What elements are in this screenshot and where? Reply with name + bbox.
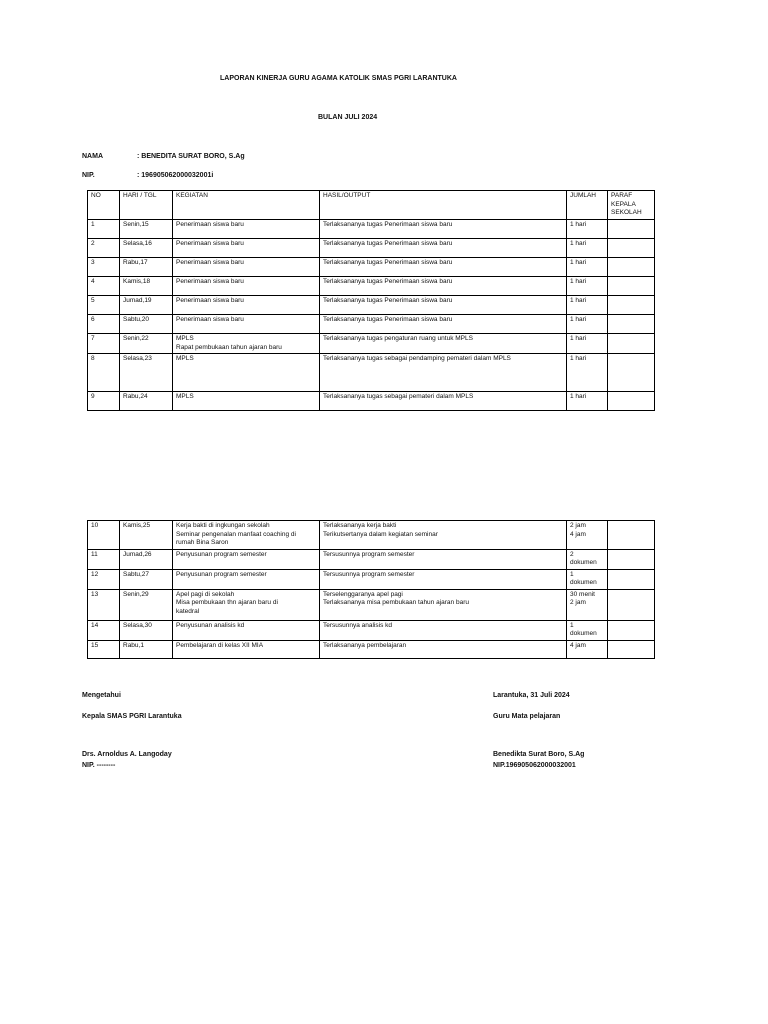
sign-left-line1: Mengetahui bbox=[82, 692, 121, 699]
table-row bbox=[88, 277, 655, 296]
cell-jumlah bbox=[567, 392, 608, 411]
table-row bbox=[88, 549, 655, 569]
sign-left-name: Drs. Arnoldus A. Langoday bbox=[82, 751, 172, 758]
cell-no: 14 bbox=[88, 620, 120, 640]
table-row bbox=[88, 640, 655, 658]
cell-hari: Kamis,25 bbox=[120, 521, 173, 550]
cell-kegiatan bbox=[173, 258, 320, 277]
cell-no: 5 bbox=[88, 296, 120, 315]
cell-paraf bbox=[608, 334, 655, 354]
sign-right-line1: Larantuka, 31 Juli 2024 bbox=[493, 692, 570, 699]
jumlah-line: 1 hari bbox=[570, 259, 587, 266]
table-row bbox=[88, 334, 655, 354]
cell-paraf bbox=[608, 392, 655, 411]
cell-jumlah bbox=[567, 620, 608, 640]
jumlah-line: 1 hari bbox=[570, 393, 587, 400]
header-hasil: HASIL/OUTPUT bbox=[320, 191, 567, 220]
cell-kegiatan bbox=[173, 549, 320, 569]
cell-hari: Senin,22 bbox=[120, 334, 173, 354]
cell-no: 10 bbox=[88, 521, 120, 550]
cell-kegiatan bbox=[173, 640, 320, 658]
jumlah-line: 1 hari bbox=[570, 355, 587, 362]
cell-jumlah bbox=[567, 589, 608, 620]
cell-paraf bbox=[608, 277, 655, 296]
kegiatan-line: Penyusunan program semester bbox=[176, 550, 267, 558]
header-jumlah: JUMLAH bbox=[567, 191, 608, 220]
cell-no: 12 bbox=[88, 569, 120, 589]
cell-kegiatan bbox=[173, 334, 320, 354]
cell-hasil bbox=[320, 334, 567, 354]
kegiatan-line: Kerja bakti di ingkungan sekolah bbox=[176, 522, 270, 529]
jumlah-line: 30 menit bbox=[570, 590, 595, 598]
cell-hasil bbox=[320, 296, 567, 315]
header-hari: HARI / TGL bbox=[120, 191, 173, 220]
kegiatan-line: Penerimaan siswa baru bbox=[176, 297, 244, 304]
cell-hasil bbox=[320, 569, 567, 589]
cell-hari: Senin,29 bbox=[120, 589, 173, 620]
kegiatan-line: Penerimaan siswa baru bbox=[176, 278, 244, 285]
cell-jumlah bbox=[567, 569, 608, 589]
cell-hasil bbox=[320, 239, 567, 258]
cell-paraf bbox=[608, 569, 655, 589]
cell-hasil bbox=[320, 549, 567, 569]
cell-hasil bbox=[320, 521, 567, 550]
cell-kegiatan bbox=[173, 354, 320, 392]
hasil-line: Terlaksananya tugas sebagai pemateri dalam MPLS bbox=[323, 393, 474, 400]
cell-hari: Selasa,16 bbox=[120, 239, 173, 258]
hasil-line: Terlaksananya misa pembukaan tahun ajaran baru bbox=[323, 599, 469, 606]
cell-paraf bbox=[608, 258, 655, 277]
cell-jumlah bbox=[567, 315, 608, 334]
report-title: LAPORAN KINERJA GURU AGAMA KATOLIK SMAS PGRI LARANTUKA bbox=[220, 75, 457, 82]
table-row bbox=[88, 239, 655, 258]
cell-paraf bbox=[608, 589, 655, 620]
jumlah-line: 4 jam bbox=[570, 530, 586, 538]
hasil-line: Terlaksananya kerja bakti bbox=[323, 522, 397, 529]
jumlah-line: 1 hari bbox=[570, 221, 587, 228]
cell-jumlah bbox=[567, 296, 608, 315]
cell-no: 7 bbox=[88, 334, 120, 354]
kegiatan-line: Penerimaan siswa baru bbox=[176, 221, 244, 228]
hasil-line: Terlaksananya tugas Penerimaan siswa baru bbox=[323, 278, 453, 285]
table-row bbox=[88, 569, 655, 589]
table-row bbox=[88, 392, 655, 411]
cell-hari: Jumad,26 bbox=[120, 549, 173, 569]
table-row bbox=[88, 220, 655, 239]
cell-hasil bbox=[320, 315, 567, 334]
jumlah-line: 1 hari bbox=[570, 297, 587, 304]
jumlah-line: 2 bbox=[570, 550, 574, 558]
hasil-line: Tersusunnya program semester bbox=[323, 570, 415, 578]
cell-no: 9 bbox=[88, 392, 120, 411]
hasil-line: Terlaksananya tugas Penerimaan siswa baru bbox=[323, 221, 453, 228]
kegiatan-line: MPLS bbox=[176, 335, 194, 342]
cell-hasil bbox=[320, 620, 567, 640]
cell-hasil bbox=[320, 220, 567, 239]
kegiatan-line: Pembelajaran di kelas XII MIA bbox=[176, 641, 264, 649]
cell-jumlah bbox=[567, 258, 608, 277]
cell-no: 2 bbox=[88, 239, 120, 258]
nama-label: NAMA bbox=[82, 153, 103, 160]
cell-paraf bbox=[608, 315, 655, 334]
hasil-line: Tersusunnya analisis kd bbox=[323, 621, 393, 629]
hasil-line: Terlaksananya tugas Penerimaan siswa baru bbox=[323, 259, 453, 266]
cell-kegiatan bbox=[173, 521, 320, 550]
kegiatan-line: MPLS bbox=[176, 393, 194, 400]
table-row bbox=[88, 296, 655, 315]
sign-right-nip: NIP.196905062000032001 bbox=[493, 762, 576, 769]
cell-jumlah bbox=[567, 354, 608, 392]
sign-right-line2: Guru Mata pelajaran bbox=[493, 713, 561, 720]
cell-hari: Jumad,19 bbox=[120, 296, 173, 315]
table-row bbox=[88, 315, 655, 334]
cell-no: 15 bbox=[88, 640, 120, 658]
table-row bbox=[88, 620, 655, 640]
header-no: NO bbox=[88, 191, 120, 220]
kegiatan-line: Penerimaan siswa baru bbox=[176, 259, 244, 266]
report-month: BULAN JULI 2024 bbox=[318, 114, 378, 121]
hasil-line: Terlaksananya tugas sebagai pendamping pemateri dalam MPLS bbox=[323, 355, 511, 362]
cell-jumlah bbox=[567, 521, 608, 550]
cell-hari: Senin,15 bbox=[120, 220, 173, 239]
nip-label: NIP. bbox=[82, 172, 95, 179]
cell-no: 3 bbox=[88, 258, 120, 277]
jumlah-line: 1 bbox=[570, 621, 574, 629]
jumlah-line: 1 hari bbox=[570, 278, 587, 285]
cell-no: 4 bbox=[88, 277, 120, 296]
cell-hari: Sabtu,20 bbox=[120, 315, 173, 334]
sign-left-line2: Kepala SMAS PGRI Larantuka bbox=[82, 713, 182, 720]
table-header-row bbox=[88, 191, 655, 220]
cell-paraf bbox=[608, 354, 655, 392]
cell-no: 6 bbox=[88, 315, 120, 334]
cell-hari: Rabu,1 bbox=[120, 640, 173, 658]
cell-no: 11 bbox=[88, 549, 120, 569]
hasil-line: Terselenggaranya apel pagi bbox=[323, 590, 403, 598]
cell-hari: Selasa,23 bbox=[120, 354, 173, 392]
jumlah-line: 1 hari bbox=[570, 316, 587, 323]
cell-paraf bbox=[608, 521, 655, 550]
jumlah-line: dokumen bbox=[570, 630, 597, 637]
header-kegiatan: KEGIATAN bbox=[173, 191, 320, 220]
cell-jumlah bbox=[567, 277, 608, 296]
jumlah-line: dokumen bbox=[570, 559, 597, 566]
cell-hasil bbox=[320, 589, 567, 620]
cell-hari: Kamis,18 bbox=[120, 277, 173, 296]
sign-left-nip: NIP. -------- bbox=[82, 762, 116, 769]
jumlah-line: 1 hari bbox=[570, 240, 587, 247]
jumlah-line: 2 jam bbox=[570, 522, 586, 529]
cell-jumlah bbox=[567, 334, 608, 354]
jumlah-line: 1 bbox=[570, 570, 574, 578]
kegiatan-line: rumah Bina Saron bbox=[176, 539, 229, 546]
cell-jumlah bbox=[567, 220, 608, 239]
jumlah-line: 1 hari bbox=[570, 335, 587, 342]
cell-kegiatan bbox=[173, 315, 320, 334]
jumlah-line: dokumen bbox=[570, 579, 597, 586]
cell-kegiatan bbox=[173, 569, 320, 589]
cell-hasil bbox=[320, 392, 567, 411]
kegiatan-line: katedral bbox=[176, 607, 200, 615]
cell-hari: Sabtu,27 bbox=[120, 569, 173, 589]
kegiatan-line: Penyusunan program semester bbox=[176, 570, 267, 578]
table-row bbox=[88, 521, 655, 550]
table-row bbox=[88, 258, 655, 277]
cell-kegiatan bbox=[173, 589, 320, 620]
cell-kegiatan bbox=[173, 220, 320, 239]
cell-hari: Rabu,24 bbox=[120, 392, 173, 411]
cell-no: 1 bbox=[88, 220, 120, 239]
cell-no: 13 bbox=[88, 589, 120, 620]
jumlah-line: 4 jam bbox=[570, 641, 586, 649]
cell-paraf bbox=[608, 620, 655, 640]
nama-value: : BENEDITA SURAT BORO, S.Ag bbox=[137, 153, 245, 160]
kegiatan-line: Penerimaan siswa baru bbox=[176, 240, 244, 247]
cell-paraf bbox=[608, 296, 655, 315]
cell-paraf bbox=[608, 239, 655, 258]
kegiatan-line: Rapat pembukaan tahun ajaran baru bbox=[176, 343, 282, 351]
cell-hasil bbox=[320, 277, 567, 296]
cell-hasil bbox=[320, 640, 567, 658]
table-row bbox=[88, 589, 655, 620]
hasil-line: Terikutsertanya dalam kegiatan seminar bbox=[323, 530, 438, 538]
activity-table-2 bbox=[87, 520, 655, 659]
cell-hasil bbox=[320, 258, 567, 277]
cell-kegiatan bbox=[173, 277, 320, 296]
kegiatan-line: MPLS bbox=[176, 355, 194, 362]
hasil-line: Tersusunnya program semester bbox=[323, 550, 415, 558]
cell-kegiatan bbox=[173, 392, 320, 411]
kegiatan-line: Penyusunan analisis kd bbox=[176, 621, 245, 629]
kegiatan-line: Apel pagi di sekolah bbox=[176, 590, 235, 598]
header-paraf: PARAF KEPALA SEKOLAH bbox=[608, 191, 655, 220]
cell-kegiatan bbox=[173, 239, 320, 258]
cell-jumlah bbox=[567, 549, 608, 569]
cell-jumlah bbox=[567, 239, 608, 258]
cell-paraf bbox=[608, 549, 655, 569]
hasil-line: Terlaksananya tugas Penerimaan siswa baru bbox=[323, 316, 453, 323]
cell-paraf bbox=[608, 220, 655, 239]
activity-table-1 bbox=[87, 190, 655, 411]
hasil-line: Terlaksananya tugas Penerimaan siswa baru bbox=[323, 297, 453, 304]
cell-kegiatan bbox=[173, 296, 320, 315]
hasil-line: Terlaksananya tugas pengaturan ruang untuk MPLS bbox=[323, 335, 473, 342]
kegiatan-line: Misa pembukaan thn ajaran baru di bbox=[176, 599, 278, 606]
sign-right-name: Benedikta Surat Boro, S.Ag bbox=[493, 751, 585, 758]
cell-no: 8 bbox=[88, 354, 120, 392]
kegiatan-line: Penerimaan siswa baru bbox=[176, 316, 244, 323]
cell-paraf bbox=[608, 640, 655, 658]
cell-hari: Selasa,30 bbox=[120, 620, 173, 640]
cell-hasil bbox=[320, 354, 567, 392]
cell-hari: Rabu,17 bbox=[120, 258, 173, 277]
hasil-line: Terlaksananya tugas Penerimaan siswa baru bbox=[323, 240, 453, 247]
cell-kegiatan bbox=[173, 620, 320, 640]
kegiatan-line: Seminar pengenalan manfaat coaching di bbox=[176, 530, 296, 538]
hasil-line: Terlaksananya pembelajaran bbox=[323, 641, 407, 649]
table-row bbox=[88, 354, 655, 392]
jumlah-line: 2 jam bbox=[570, 599, 586, 606]
nip-value: : 196905062000032001i bbox=[137, 172, 214, 179]
cell-jumlah bbox=[567, 640, 608, 658]
